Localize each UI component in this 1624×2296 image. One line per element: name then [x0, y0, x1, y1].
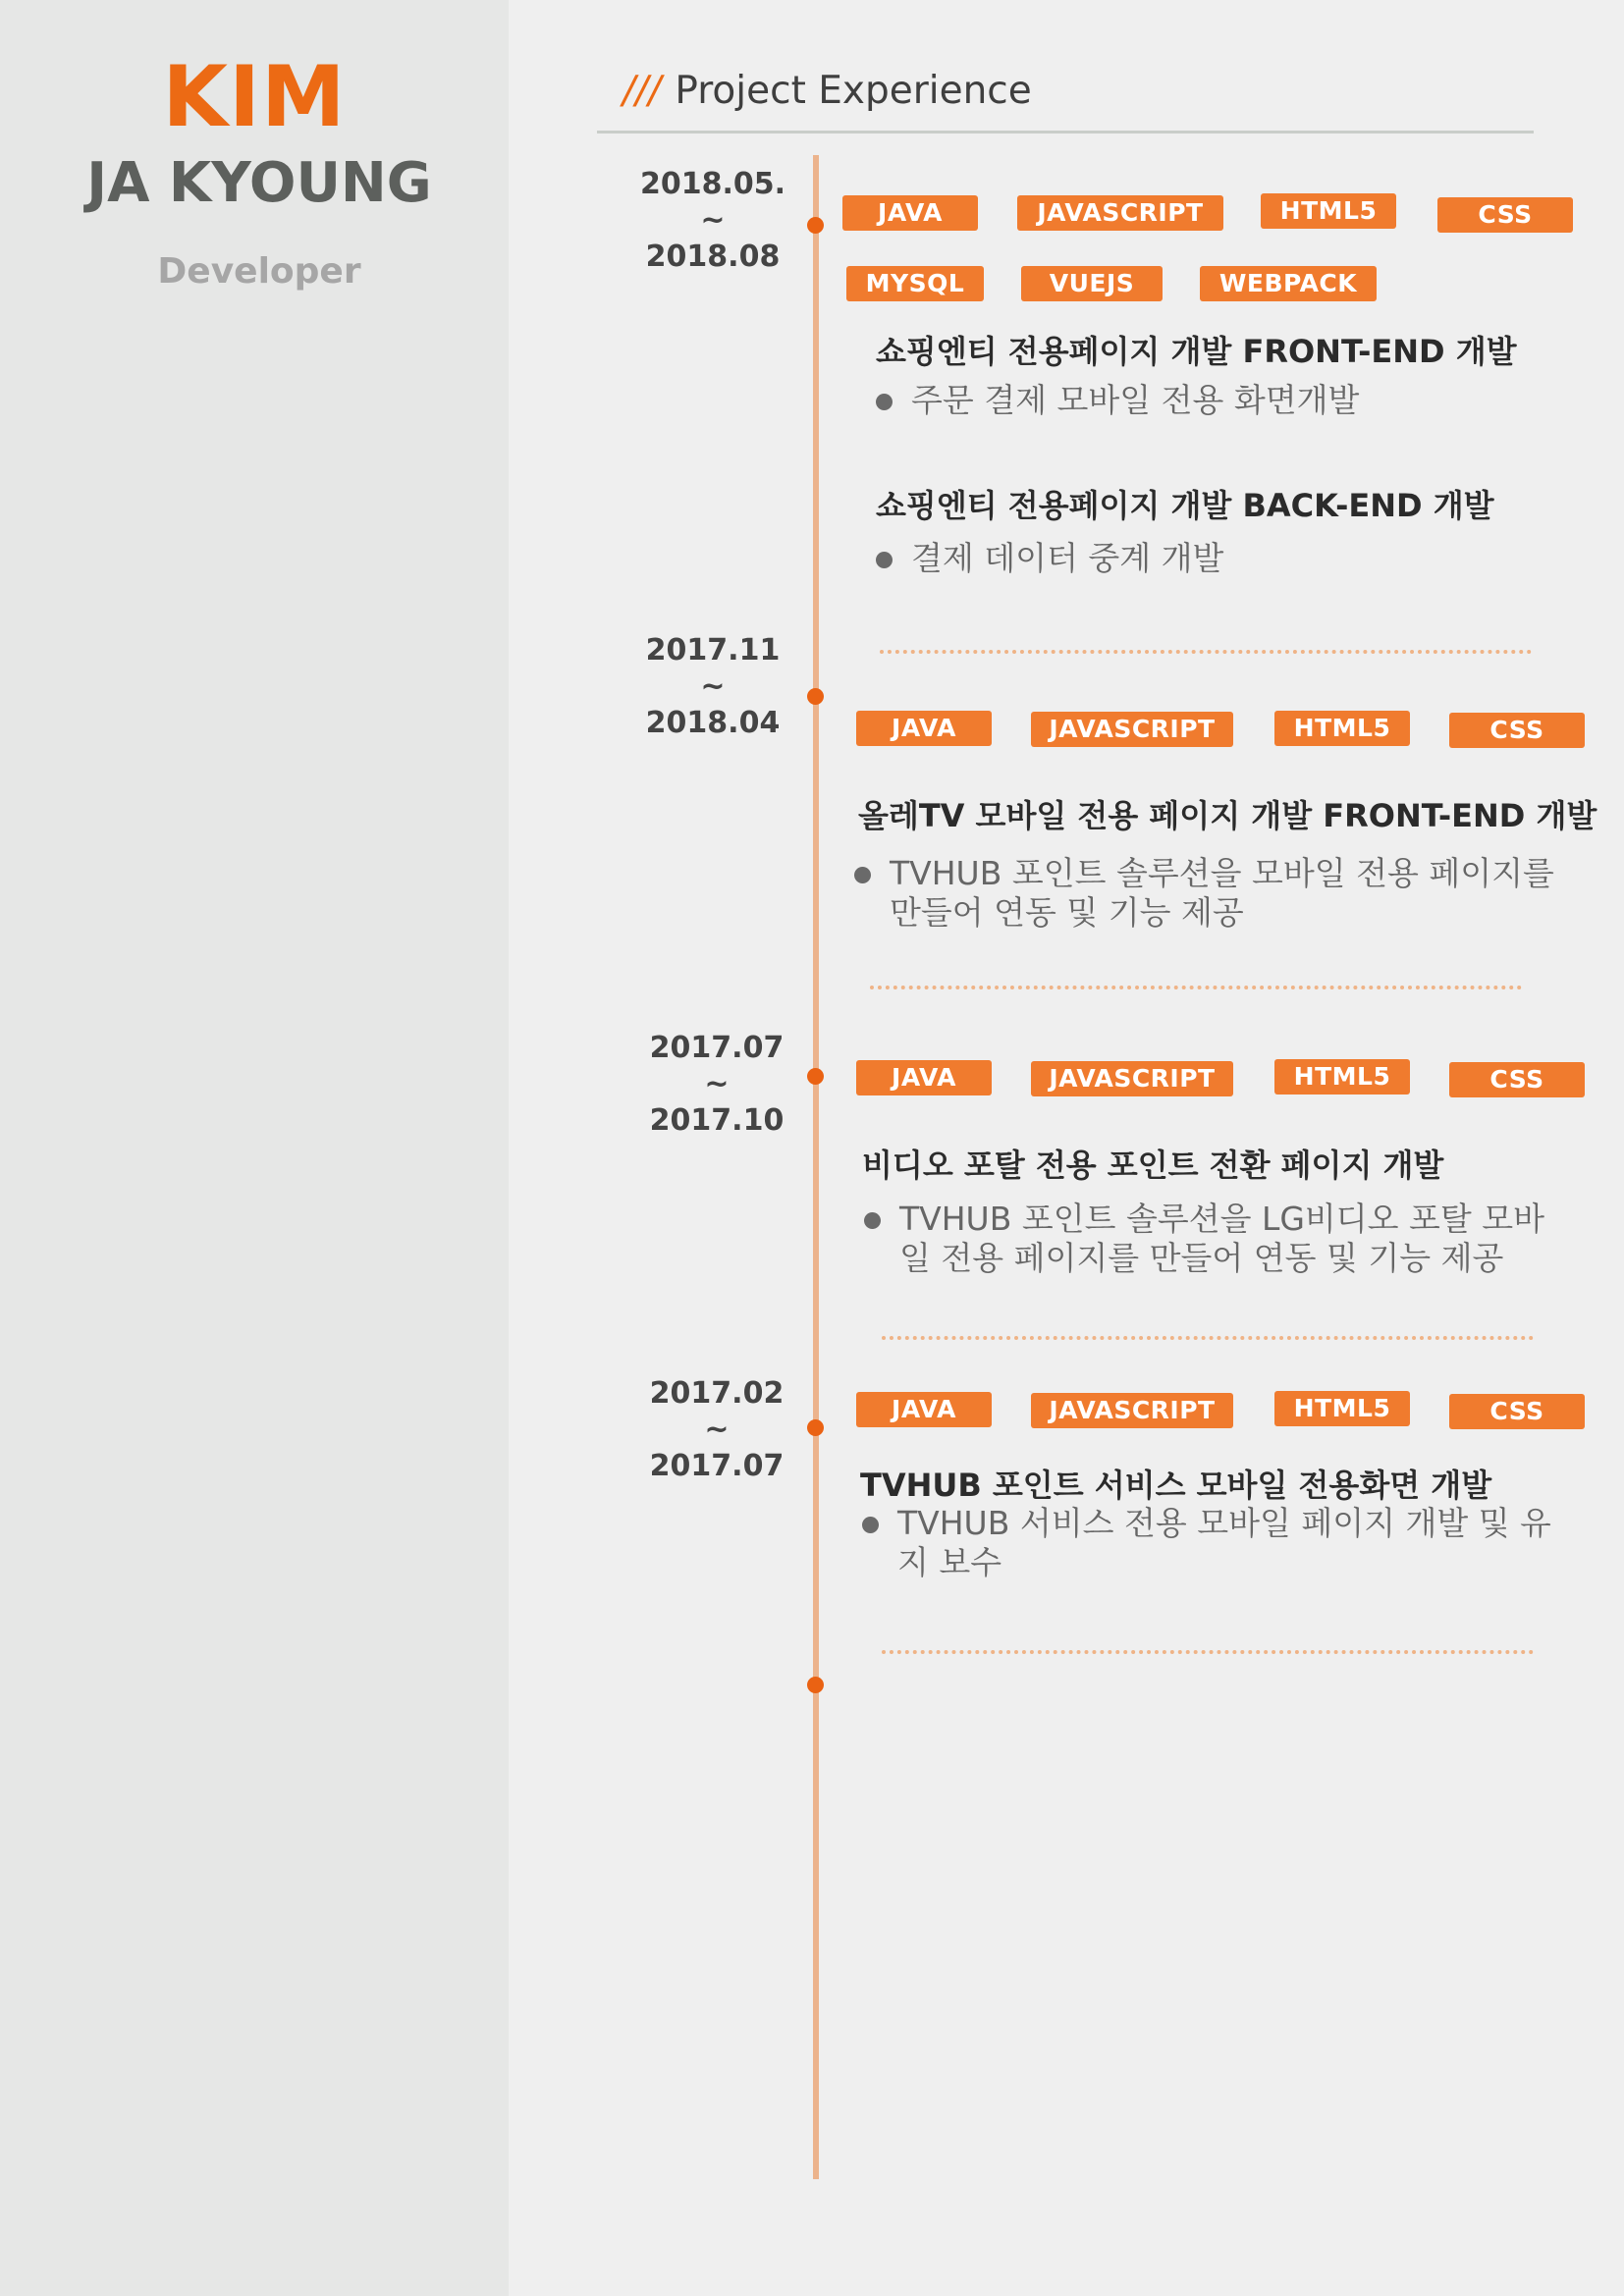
dotted-divider — [880, 650, 1532, 654]
project-title: 올레TV 모바일 전용 페이지 개발 FRONT-END 개발 — [858, 797, 1597, 834]
tech-tag: JAVASCRIPT — [1031, 1393, 1233, 1428]
bullet-icon — [864, 1212, 881, 1229]
timeline-dot — [807, 688, 824, 705]
tech-tag: HTML5 — [1274, 711, 1410, 746]
project-bullet: TVHUB 서비스 전용 모바일 페이지 개발 및 유지 보수 — [862, 1504, 1579, 1582]
section-heading — [623, 69, 1032, 113]
role-title: Developer — [157, 251, 361, 292]
slashes-decoration: /// — [623, 69, 662, 113]
project-bullet: 결제 데이터 중계 개발 — [876, 539, 1504, 578]
project-date — [624, 166, 801, 275]
tech-tag: JAVASCRIPT — [1031, 712, 1233, 747]
dotted-divider — [882, 1336, 1534, 1340]
date-start: 2018.05. — [639, 167, 786, 201]
project-title: 쇼핑엔티 전용페이지 개발 BACK-END 개발 — [876, 487, 1494, 524]
project-date — [628, 1030, 805, 1139]
name-first: KIM — [162, 48, 347, 146]
tech-tag: WEBPACK — [1200, 266, 1377, 301]
project-date — [624, 632, 801, 741]
tech-tag: HTML5 — [1261, 193, 1396, 229]
project-bullet: TVHUB 포인트 솔루션을 모바일 전용 페이지를 만들어 연동 및 기능 제공 — [854, 854, 1561, 933]
bullet-icon — [876, 394, 893, 410]
tech-tag: HTML5 — [1274, 1391, 1410, 1426]
project-title: TVHUB 포인트 서비스 모바일 전용화면 개발 — [860, 1467, 1492, 1504]
date-start: 2017.07 — [649, 1031, 785, 1065]
sidebar — [0, 0, 509, 2296]
heading-divider — [597, 131, 1534, 133]
date-end: 2018.08 — [645, 240, 781, 274]
bullet-icon — [854, 867, 871, 883]
timeline-dot — [807, 217, 824, 234]
tech-tag: CSS — [1449, 1062, 1585, 1097]
timeline-dot — [807, 1419, 824, 1436]
tech-tag: JAVASCRIPT — [1031, 1061, 1233, 1096]
tech-tag: CSS — [1449, 713, 1585, 748]
project-bullet: 주문 결제 모바일 전용 화면개발 — [876, 381, 1504, 420]
date-end: 2017.10 — [649, 1103, 785, 1138]
date-separator: ~ — [700, 669, 726, 704]
tech-tag: CSS — [1449, 1394, 1585, 1429]
dotted-divider — [870, 986, 1522, 989]
bullet-icon — [862, 1517, 879, 1533]
section-title: Project Experience — [675, 69, 1032, 113]
bullet-icon — [876, 552, 893, 568]
tech-tag: JAVA — [856, 1392, 992, 1427]
tech-tag: MYSQL — [846, 266, 984, 301]
tech-tag: VUEJS — [1021, 266, 1163, 301]
project-bullet: TVHUB 포인트 솔루션을 LG비디오 포탈 모바일 전용 페이지를 만들어 연동 및 기능 제공 — [864, 1200, 1571, 1278]
date-separator: ~ — [704, 1413, 730, 1447]
date-separator: ~ — [700, 203, 726, 238]
date-start: 2017.02 — [649, 1376, 785, 1411]
timeline-dot — [807, 1677, 824, 1693]
dotted-divider — [882, 1650, 1534, 1654]
timeline-dot — [807, 1068, 824, 1085]
project-title: 비디오 포탈 전용 포인트 전환 페이지 개발 — [862, 1147, 1444, 1184]
project-date — [628, 1375, 805, 1484]
tech-tag: JAVA — [856, 1060, 992, 1095]
date-end: 2017.07 — [649, 1449, 785, 1483]
tech-tag: CSS — [1437, 197, 1573, 233]
date-separator: ~ — [704, 1067, 730, 1101]
date-start: 2017.11 — [645, 633, 781, 667]
tech-tag: JAVA — [856, 711, 992, 746]
tech-tag: JAVASCRIPT — [1017, 195, 1223, 231]
date-end: 2018.04 — [645, 706, 781, 740]
tech-tag: HTML5 — [1274, 1059, 1410, 1095]
project-title: 쇼핑엔티 전용페이지 개발 FRONT-END 개발 — [876, 333, 1517, 370]
timeline-line — [813, 155, 819, 2179]
tech-tag: JAVA — [842, 195, 978, 231]
name-last: JA KYOUNG — [86, 151, 432, 215]
